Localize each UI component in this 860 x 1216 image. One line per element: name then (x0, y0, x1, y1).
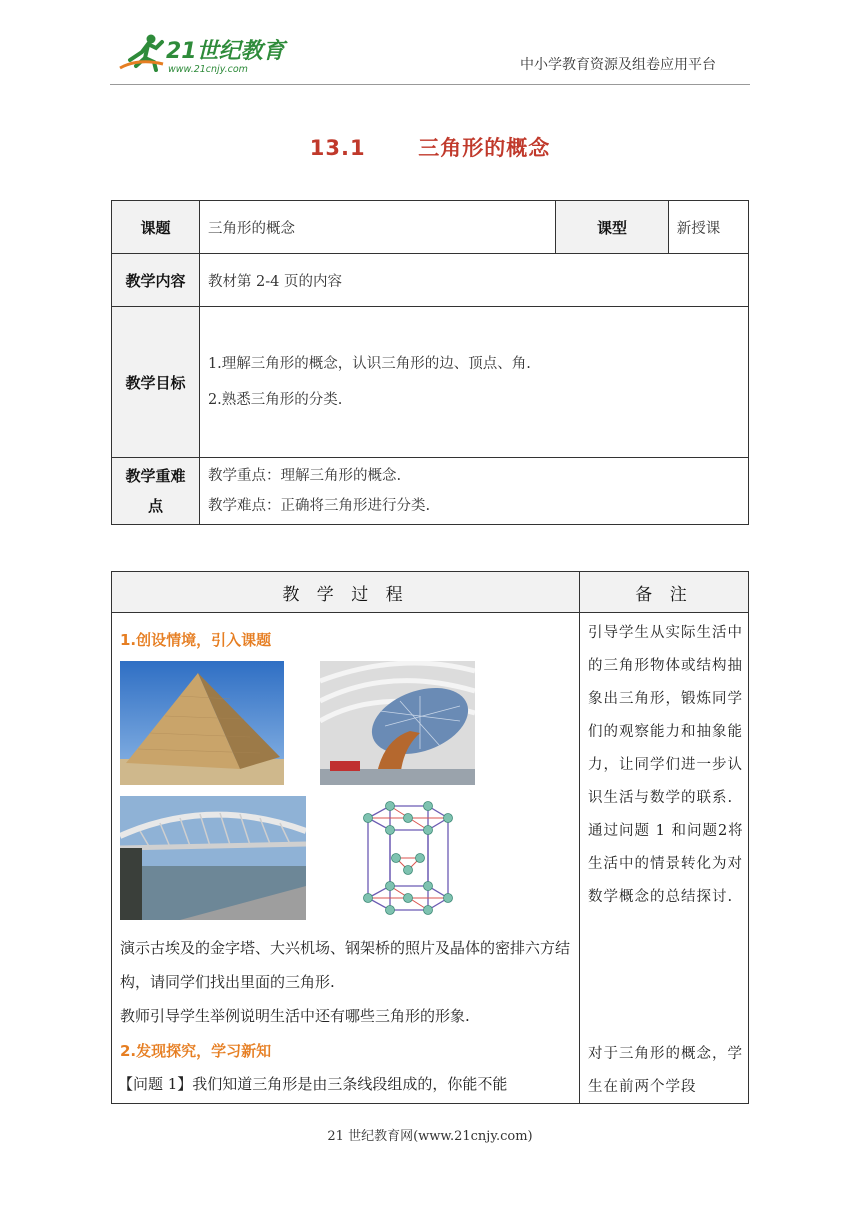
paragraph-guide: 教师引导学生举例说明生活中还有哪些三角形的形象. (120, 1007, 470, 1025)
process-table (111, 571, 749, 1104)
goal-item: 1.理解三角形的概念，认识三角形的边、顶点、角. (207, 356, 531, 372)
process-cell (112, 613, 580, 1104)
topic-label: 课题 (112, 201, 200, 254)
title-number: 13.1 (309, 136, 366, 160)
key-point: 教学重点：理解三角形的概念. (207, 468, 402, 484)
content-label: 教学内容 (112, 254, 200, 307)
lesson-info-table (111, 200, 749, 525)
footer: 21 世纪教育网(www.21cnjy.com) (327, 1129, 533, 1144)
question-1: 【问题 1】我们知道三角形是由三条线段组成的，你能不能 (118, 1075, 508, 1093)
section-2-heading: 2.发现探究，学习新知 (120, 1042, 272, 1060)
site-logo (118, 30, 288, 78)
type-label: 课型 (556, 201, 669, 254)
header-divider (110, 84, 750, 85)
crystal-structure-diagram (348, 796, 464, 920)
goal-label: 教学目标 (112, 307, 200, 458)
pyramid-photo (120, 661, 284, 785)
note-2: 对于三角形的概念，学生在前两个学段 (588, 1046, 743, 1095)
goal-item: 2.熟悉三角形的分类. (207, 392, 343, 408)
notes-cell (580, 613, 749, 1104)
title-text: 三角形的概念 (418, 136, 551, 160)
goal-list (199, 307, 748, 458)
paragraph-intro: 演示古埃及的金字塔、大兴机场、钢架桥的照片及晶体的密排六方结构，请同学们找出里面的三角形. (120, 939, 571, 991)
svg-text:www.21cnjy.com: www.21cnjy.com (168, 64, 248, 75)
process-header: 教 学 过 程 (112, 572, 580, 613)
svg-text:21世纪教育: 21世纪教育 (166, 39, 285, 64)
content-value: 教材第 2-4 页的内容 (199, 254, 748, 307)
airport-photo (320, 661, 475, 785)
topic-value: 三角形的概念 (199, 201, 555, 254)
section-1-heading: 1.创设情境，引入课题 (120, 631, 272, 649)
note-1: 引导学生从实际生活中的三角形物体或结构抽象出三角形，锻炼同学们的观察能力和抽象能力，让同学们进一步认识生活与数学的联系.通过问题 1 和问题2将生活中的情景转化为对数学概念的总结探讨. (588, 625, 744, 905)
type-value: 新授课 (668, 201, 748, 254)
platform-name: 中小学教育资源及组卷应用平台 (520, 57, 716, 73)
difficulty-point: 教学难点：正确将三角形进行分类. (207, 498, 431, 514)
key-label: 教学重难 点 (112, 458, 200, 525)
key-content (199, 458, 748, 525)
notes-header: 备 注 (580, 572, 749, 613)
page-title (0, 132, 860, 162)
bridge-photo (120, 796, 306, 920)
